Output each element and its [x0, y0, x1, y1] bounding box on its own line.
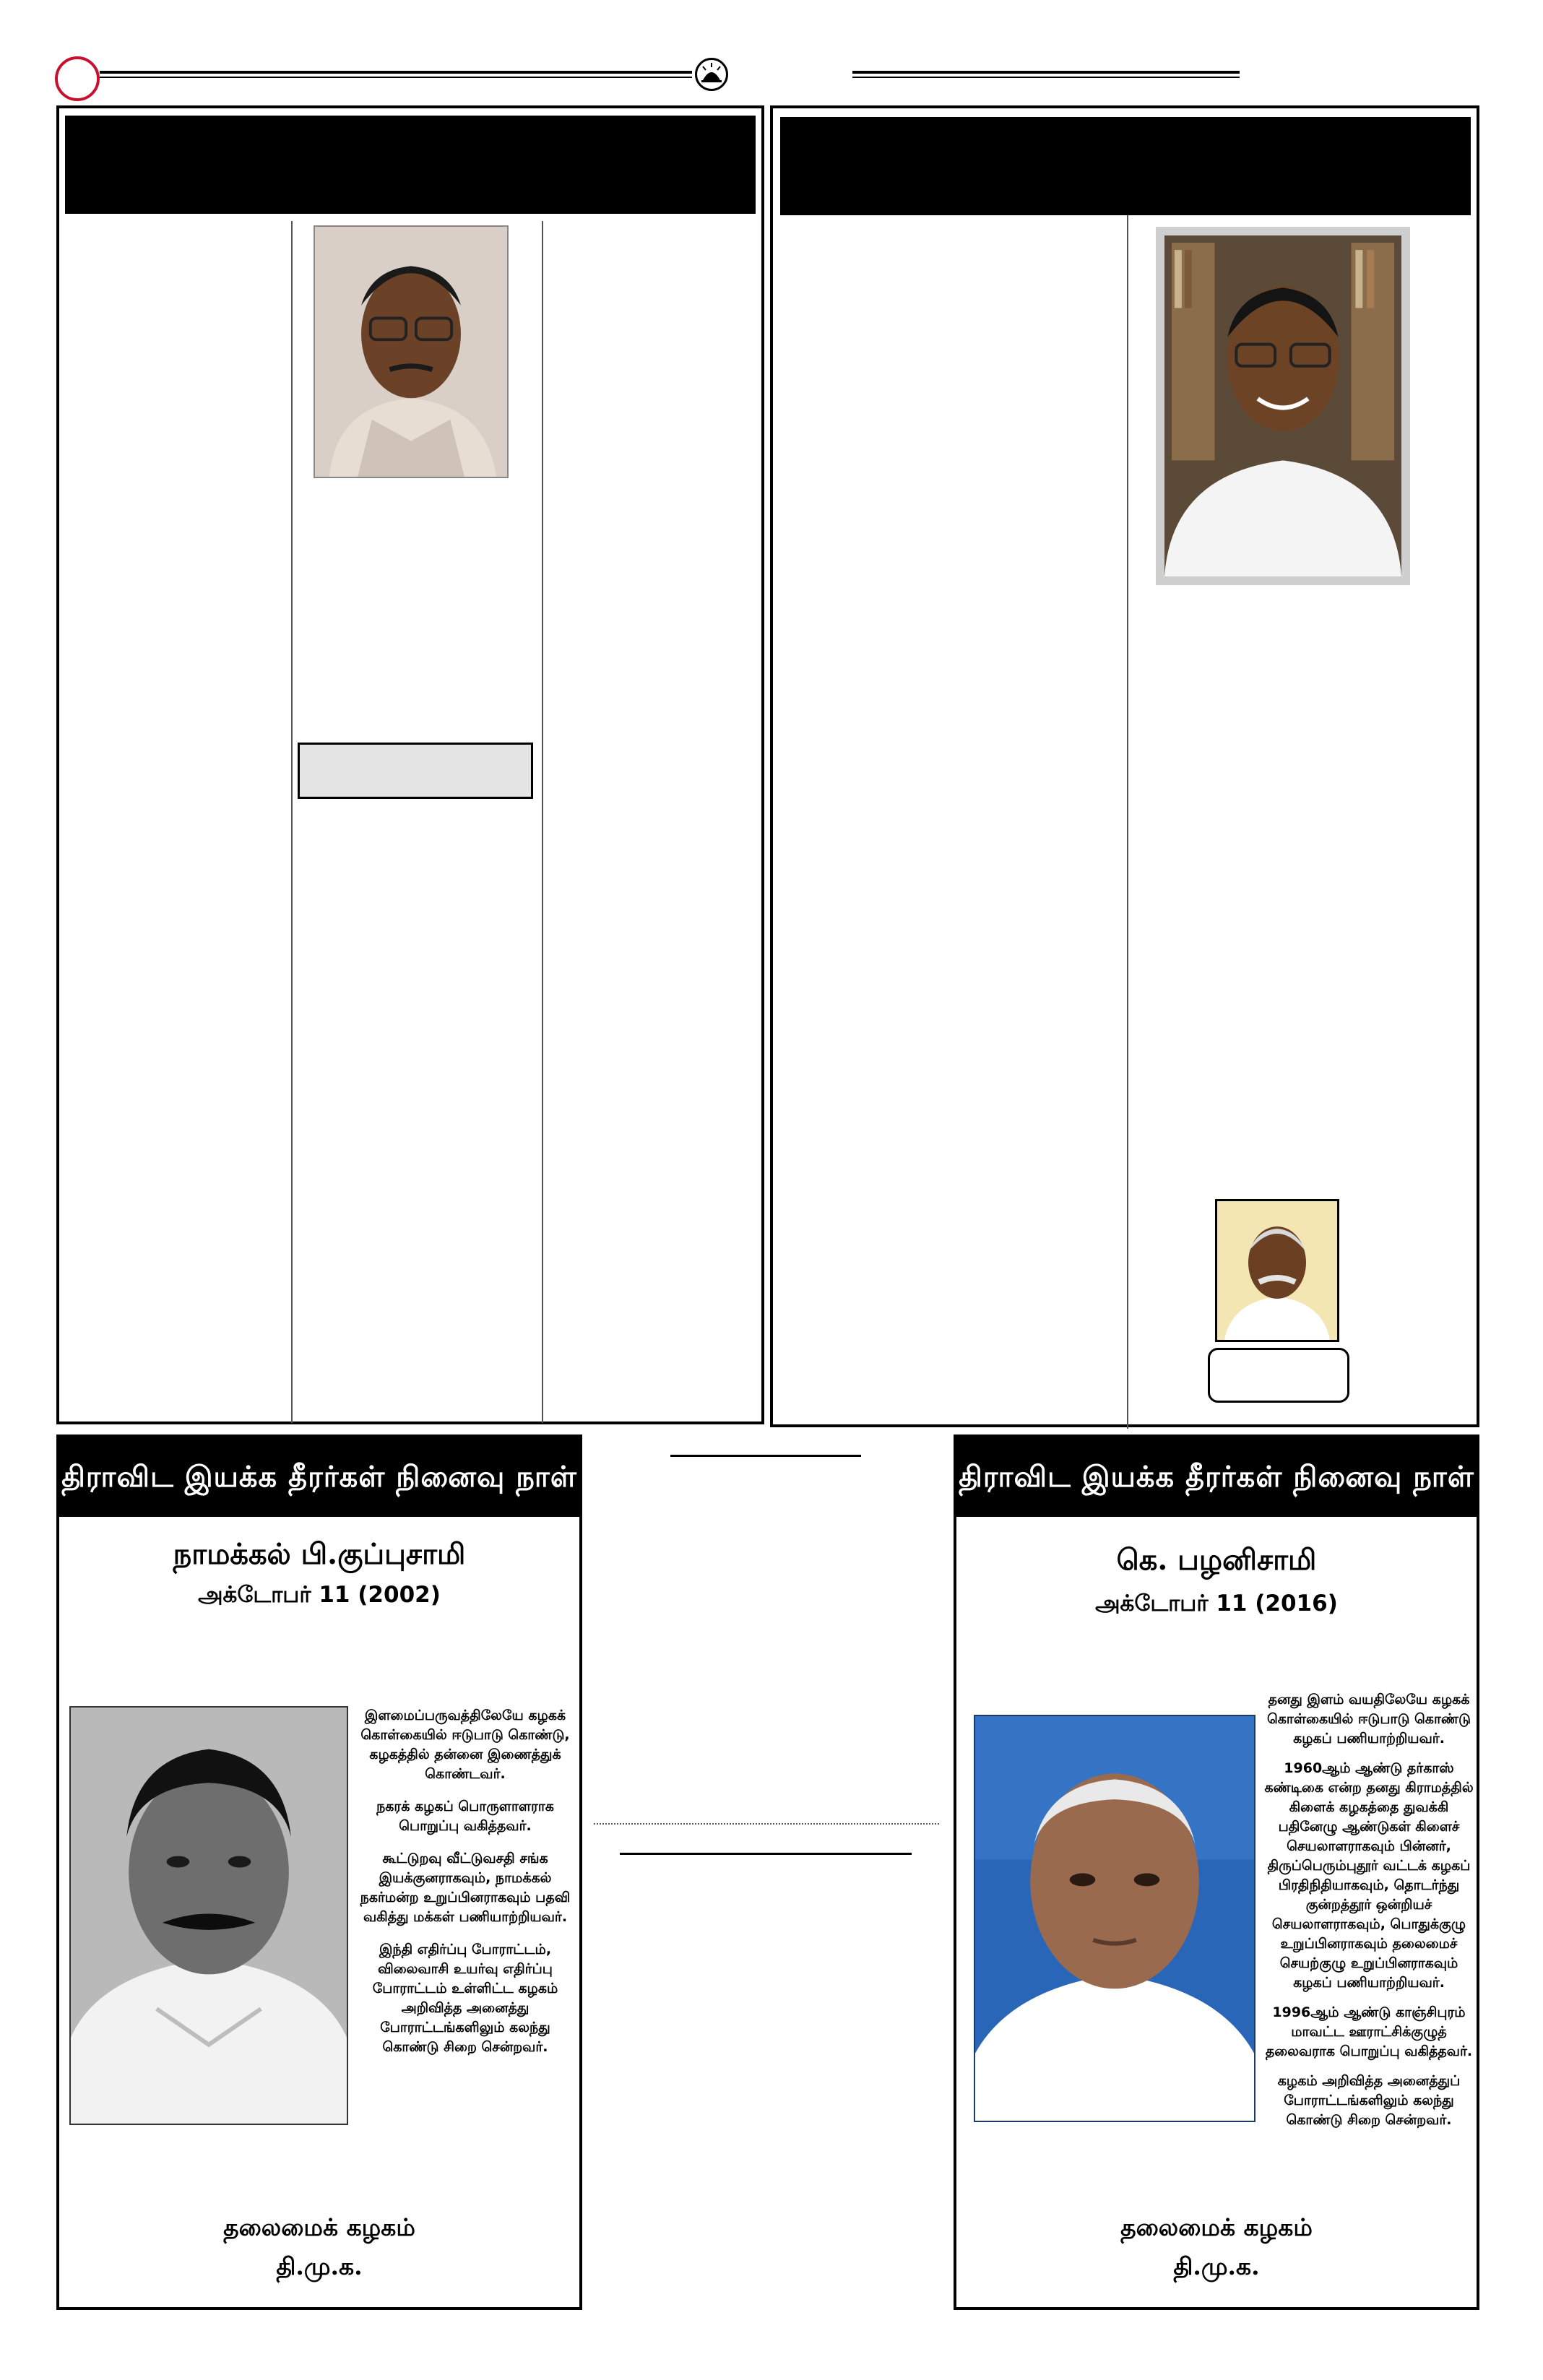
tribute-right-text-block: [1264, 1690, 1474, 2140]
header-rule-left-thin: [100, 77, 692, 78]
tribute-left-name: நாமக்கல் பி.குப்புசாமி: [173, 1537, 466, 1571]
tribute-right-date: அக்டோபர் 11 (2016): [1095, 1591, 1338, 1617]
tribute-left-text-block: [357, 1706, 574, 2070]
right-article-headline-bar: [780, 117, 1471, 215]
tribute-left-paragraph-4: இந்தி எதிர்ப்பு போராட்டம், விலைவாசி உயர்வு எதிர்ப்பு போராட்டம் உள்ளிட்ட கழகம் அறிவித்த அனைத்து போராட்டங்களிலும் கலந்து கொண்டு சிறை சென்றவர்.: [372, 1942, 558, 2055]
tribute-right-signature-line-1: தலைமைக் கழகம்: [1120, 2213, 1313, 2241]
tribute-left-paragraph-1: இளமைப்பருவத்திலேயே கழகக் கொள்கையில் ஈடுபாடு கொண்டு, கழகத்தில் தன்னை இணைத்துக் கொண்டவர்.: [360, 1708, 570, 1782]
tribute-left-signature-line-1: தலைமைக் கழகம்: [223, 2213, 415, 2241]
left-article-column-divider-2: [542, 221, 543, 1423]
tribute-left-paragraph-3: கூட்டுறவு வீட்டுவசதி சங்க இயக்குனராகவும், நாமக்கல் நகர்மன்ற உறுப்பினராகவும் பதவி வகித்து மக்கள் பணியாற்றியவர்.: [360, 1851, 571, 1925]
tribute-right-name: கெ. பழனிசாமி: [1116, 1543, 1317, 1577]
center-rule-bottom: [620, 1853, 912, 1855]
tribute-right-signature-line-2: தி.மு.க.: [1173, 2252, 1260, 2280]
right-article-small-inset-photo: [1215, 1199, 1339, 1342]
right-article-column-divider: [1127, 215, 1128, 1429]
tribute-right-paragraph-3: 1996ஆம் ஆண்டு காஞ்சிபுரம் மாவட்ட ஊராட்சிக்குழுத் தலைவராக பொறுப்பு வகித்தவர்.: [1265, 2004, 1473, 2059]
tribute-left-date: அக்டோபர் 11 (2002): [198, 1582, 441, 1608]
tribute-box-left: [56, 1435, 582, 2310]
tribute-right-paragraph-4: கழகம் அறிவித்த அனைத்துப் போராட்டங்களிலும் கலந்து கொண்டு சிறை சென்றவர்.: [1277, 2073, 1461, 2128]
right-article-inset-caption-box: [1208, 1348, 1349, 1403]
left-article-caption-box: [298, 743, 533, 799]
right-article-portrait-photo: [1156, 227, 1410, 585]
header-rule-right-thin: [852, 77, 1240, 78]
header-rule-left: [100, 71, 692, 74]
tribute-right-header: திராவிட இயக்க தீரர்கள் நினைவு நாள்: [956, 1437, 1477, 1517]
tribute-left-paragraph-2: நகரக் கழகப் பொருளாளராக பொறுப்பு வகித்தவர்.: [376, 1799, 554, 1834]
tribute-box-right: [954, 1435, 1479, 2310]
tribute-left-header: திராவிட இயக்க தீரர்கள் நினைவு நாள்: [59, 1437, 579, 1517]
left-article-portrait-photo: [314, 225, 509, 478]
page-number-circle: [55, 56, 100, 101]
tribute-left-portrait-photo: [69, 1706, 348, 2125]
left-article-frame: [56, 105, 764, 1424]
center-rule-dotted: [594, 1823, 939, 1825]
left-article-column-divider-1: [291, 221, 293, 1423]
tribute-right-paragraph-1: தனது இளம் வயதிலேயே கழகக் கொள்கையில் ஈடுபாடு கொண்டு கழகப் பணியாற்றியவர்.: [1266, 1692, 1471, 1747]
tribute-left-signature-line-2: தி.மு.க.: [276, 2252, 363, 2280]
rising-sun-emblem-icon: [695, 58, 728, 91]
center-rule-top: [670, 1455, 861, 1457]
tribute-right-paragraph-2: 1960ஆம் ஆண்டு தர்காஸ் கண்டிகை என்ற தனது கிராமத்தில் கிளைக் கழகத்தை துவக்கி பதினேழு ஆண்டுகள் கிளைச் செயலாளராகவும் பின்னர், திருப்பெரும்புதூர் வட்டக் கழகப் பிரதிநிதியாகவும், தொடர்ந்து குன்றத்தூர் ஒன்றியச் செயலாளராகவும், பொதுக்குழு உறுப்பினராகவும் தலைமைச் செயற்குழு உறுப்பினராகவும் கழகப் பணியாற்றியவர்.: [1264, 1760, 1474, 1991]
right-article-frame: [770, 105, 1479, 1427]
header-rule-right: [852, 71, 1240, 74]
tribute-right-portrait-photo: [974, 1715, 1255, 2122]
left-article-headline-bar: [65, 116, 756, 214]
